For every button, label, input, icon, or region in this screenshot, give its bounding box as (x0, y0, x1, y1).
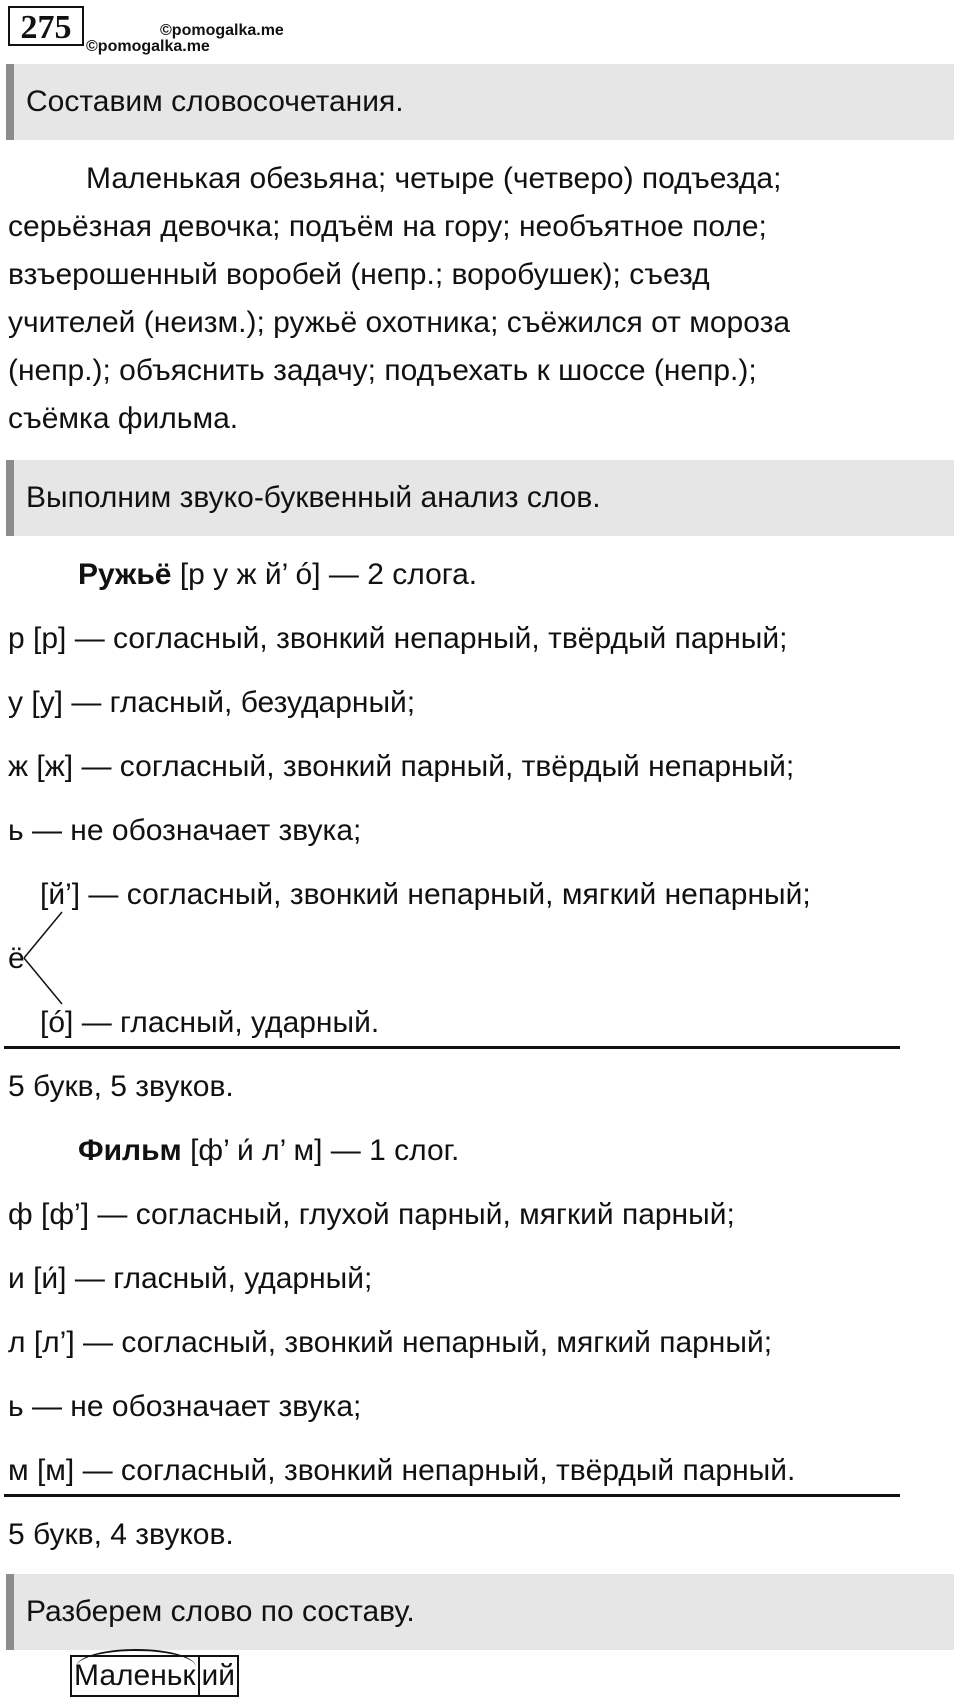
word1-line-4: ь — не обозначает звука; (8, 814, 362, 847)
word1-header (78, 556, 477, 594)
word1-line-3: ж [ж] — согласный, звонкий парный, твёрдый непарный; (8, 750, 795, 783)
word2-transcription: [ф’ и́ л’ м] — 1 слог. (190, 1134, 460, 1167)
word2-summary: 5 букв, 4 звуков. (8, 1518, 234, 1551)
root-box (70, 1655, 200, 1697)
word1-line-2: у [у] — гласный, безударный; (8, 686, 416, 719)
ending-box: ий (198, 1655, 240, 1697)
phrases-line-3: взъерошенный воробей (непр.; воробушек); съезд (8, 258, 710, 291)
word2-line-4: ь — не обозначает звука; (8, 1390, 362, 1423)
word2-line-3: л [л’] — согласный, звонкий непарный, мягкий парный; (8, 1326, 773, 1359)
word1-summary: 5 букв, 5 звуков. (8, 1070, 234, 1103)
word2-line-2: и [и́] — гласный, ударный; (8, 1262, 373, 1295)
section-title-morphology: Разберем слово по составу. (6, 1574, 954, 1650)
section-title-phrases: Составим словосочетания. (6, 64, 954, 140)
phrases-line-4: учителей (неизм.); ружьё охотника; съёжился от мороза (8, 306, 791, 339)
word1-line-1: р [р] — согласный, звонкий непарный, твёрдый парный; (8, 622, 788, 655)
word1-line-5: [й’] — согласный, звонкий непарный, мягкий непарный; (40, 878, 811, 911)
phrases-line-5: (непр.); объяснить задачу; подъехать к шоссе (непр.); (8, 354, 757, 387)
word2-line-1: ф [ф’] — согласный, глухой парный, мягкий парный; (8, 1198, 735, 1231)
divider-2 (4, 1494, 900, 1497)
word1-transcription: [р у ж й’ ó] — 2 слога. (179, 558, 478, 591)
root-part: Маленьк (74, 1657, 196, 1695)
phrases-line-1: Маленькая обезьяна; четыре (четверо) подъезда; (86, 162, 782, 195)
exercise-number: 275 (8, 6, 84, 46)
divider-1 (4, 1046, 900, 1049)
word1-line-7: [ó] — гласный, ударный. (40, 1006, 380, 1039)
phrases-line-6: съёмка фильма. (8, 402, 239, 435)
morphology-word (70, 1655, 239, 1697)
word2-line-5: м [м] — согласный, звонкий непарный, твёрдый парный. (8, 1454, 796, 1487)
watermark-top: ©pomogalka.me (160, 22, 284, 39)
phrases-line-2: серьёзная девочка; подъём на гору; необъятное поле; (8, 210, 767, 243)
section-title-analysis: Выполним звуко-буквенный анализ слов. (6, 460, 954, 536)
word1-word: Ружьё (78, 558, 172, 591)
watermark-bottom: ©pomogalka.me (86, 38, 210, 55)
word2-word: Фильм (78, 1134, 182, 1167)
word1-line-6: ё (8, 942, 25, 975)
branch-lines (20, 908, 70, 1008)
word2-header (78, 1132, 459, 1170)
